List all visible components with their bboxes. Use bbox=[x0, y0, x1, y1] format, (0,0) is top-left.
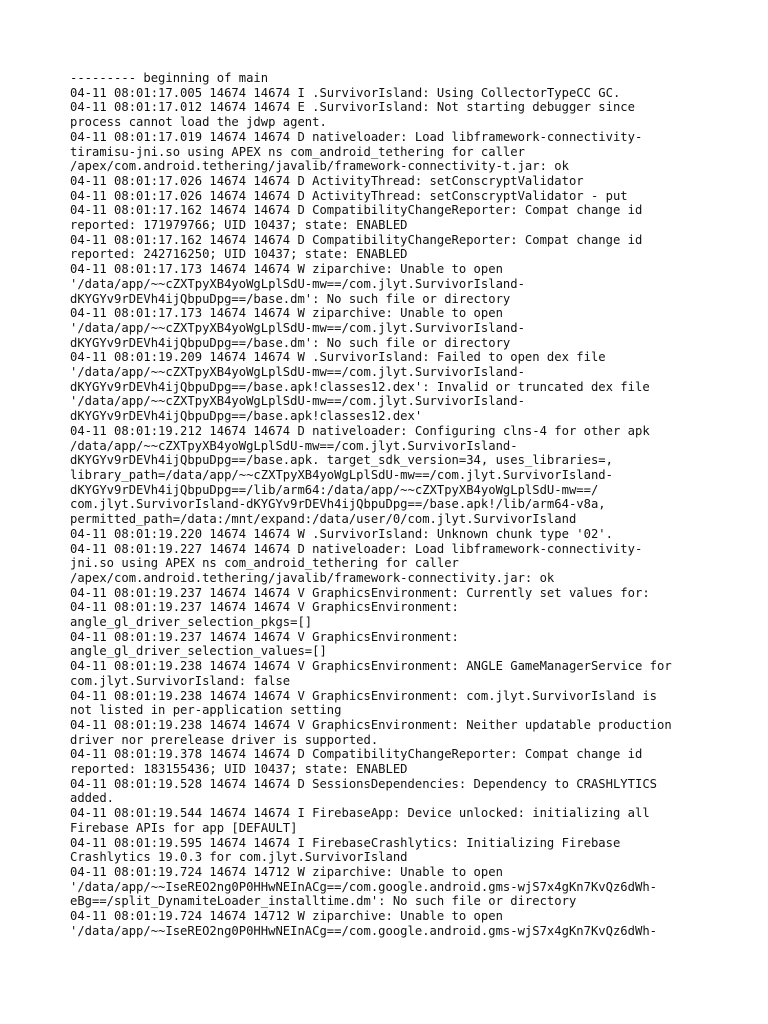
log-line: com.jlyt.SurvivorIsland: false bbox=[70, 673, 291, 688]
log-line: dKYGYv9rDEVh4ijQbpuDpg==/base.apk!classes12.dex': Invalid or truncated dex file bbox=[70, 379, 650, 394]
log-line: 04-11 08:01:19.238 14674 14674 V GraphicsEnvironment: com.jlyt.SurvivorIsland is bbox=[70, 688, 657, 703]
log-line: 04-11 08:01:19.227 14674 14674 D nativeloader: Load libframework-connectivity- bbox=[70, 541, 643, 556]
log-line: dKYGYv9rDEVh4ijQbpuDpg==/lib/arm64:/data/app/~~cZXTpyXB4yoWgLplSdU-mw==/ bbox=[70, 482, 599, 497]
log-line: 04-11 08:01:19.378 14674 14674 D CompatibilityChangeReporter: Compat change id bbox=[70, 747, 643, 762]
log-line: dKYGYv9rDEVh4ijQbpuDpg==/base.apk!classes12.dex' bbox=[70, 409, 423, 424]
log-line: reported: 171979766; UID 10437; state: ENABLED bbox=[70, 218, 408, 233]
log-line: '/data/app/~~cZXTpyXB4yoWgLplSdU-mw==/com.jlyt.SurvivorIsland- bbox=[70, 320, 525, 335]
log-line: 04-11 08:01:19.209 14674 14674 W .SurvivorIsland: Failed to open dex file bbox=[70, 350, 606, 365]
log-line: '/data/app/~~IseREO2ng0P0HHwNEInACg==/com.google.android.gms-wjS7x4gKn7KvQz6dWh- bbox=[70, 879, 657, 894]
log-line: /apex/com.android.tethering/javalib/framework-connectivity.jar: ok bbox=[70, 570, 555, 585]
log-line: '/data/app/~~cZXTpyXB4yoWgLplSdU-mw==/com.jlyt.SurvivorIsland- bbox=[70, 394, 525, 409]
log-line: angle_gl_driver_selection_values=[] bbox=[70, 644, 327, 659]
log-line: 04-11 08:01:17.173 14674 14674 W ziparchive: Unable to open bbox=[70, 306, 503, 321]
log-line: angle_gl_driver_selection_pkgs=[] bbox=[70, 615, 313, 630]
log-line: 04-11 08:01:19.237 14674 14674 V GraphicsEnvironment: bbox=[70, 629, 459, 644]
log-line: 04-11 08:01:17.162 14674 14674 D CompatibilityChangeReporter: Compat change id bbox=[70, 232, 643, 247]
log-line: com.jlyt.SurvivorIsland-dKYGYv9rDEVh4ijQbpuDpg==/base.apk!/lib/arm64-v8a, bbox=[70, 497, 606, 512]
log-line: 04-11 08:01:17.026 14674 14674 D ActivityThread: setConscryptValidator bbox=[70, 173, 584, 188]
log-line: dKYGYv9rDEVh4ijQbpuDpg==/base.dm': No such file or directory bbox=[70, 335, 511, 350]
log-line: tiramisu-jni.so using APEX ns com_android_tethering for caller bbox=[70, 144, 525, 159]
log-line: /apex/com.android.tethering/javalib/framework-connectivity-t.jar: ok bbox=[70, 159, 569, 174]
log-line: /data/app/~~cZXTpyXB4yoWgLplSdU-mw==/com.jlyt.SurvivorIsland- bbox=[70, 438, 518, 453]
log-line: 04-11 08:01:17.005 14674 14674 I .SurvivorIsland: Using CollectorTypeCC GC. bbox=[70, 85, 621, 100]
log-line: 04-11 08:01:17.026 14674 14674 D ActivityThread: setConscryptValidator - put bbox=[70, 188, 628, 203]
log-line: 04-11 08:01:17.162 14674 14674 D CompatibilityChangeReporter: Compat change id bbox=[70, 203, 643, 218]
log-line: library_path=/data/app/~~cZXTpyXB4yoWgLplSdU-mw==/com.jlyt.SurvivorIsland- bbox=[70, 467, 613, 482]
log-line: reported: 183155436; UID 10437; state: ENABLED bbox=[70, 762, 408, 777]
log-document bbox=[70, 71, 710, 938]
log-line: permitted_path=/data:/mnt/expand:/data/user/0/com.jlyt.SurvivorIsland bbox=[70, 512, 577, 527]
log-line: Crashlytics 19.0.3 for com.jlyt.SurvivorIsland bbox=[70, 850, 408, 865]
log-line: 04-11 08:01:19.724 14674 14712 W ziparchive: Unable to open bbox=[70, 909, 503, 924]
log-line: reported: 242716250; UID 10437; state: ENABLED bbox=[70, 247, 408, 262]
log-line: --------- beginning of main bbox=[70, 71, 269, 85]
log-line: process cannot load the jdwp agent. bbox=[70, 115, 327, 130]
log-line: driver nor prerelease driver is supported. bbox=[70, 732, 379, 747]
log-line: dKYGYv9rDEVh4ijQbpuDpg==/base.dm': No such file or directory bbox=[70, 291, 511, 306]
log-line: 04-11 08:01:19.724 14674 14712 W ziparchive: Unable to open bbox=[70, 864, 503, 879]
log-line: '/data/app/~~cZXTpyXB4yoWgLplSdU-mw==/com.jlyt.SurvivorIsland- bbox=[70, 276, 525, 291]
log-line: 04-11 08:01:19.238 14674 14674 V GraphicsEnvironment: ANGLE GameManagerService for bbox=[70, 659, 672, 674]
log-line: added. bbox=[70, 791, 115, 806]
log-line: not listed in per-application setting bbox=[70, 703, 342, 718]
log-line: 04-11 08:01:19.237 14674 14674 V GraphicsEnvironment: Currently set values for: bbox=[70, 585, 650, 600]
log-line: '/data/app/~~cZXTpyXB4yoWgLplSdU-mw==/com.jlyt.SurvivorIsland- bbox=[70, 365, 525, 380]
log-line: Firebase APIs for app [DEFAULT] bbox=[70, 820, 298, 835]
log-line: 04-11 08:01:19.238 14674 14674 V GraphicsEnvironment: Neither updatable production bbox=[70, 717, 672, 732]
log-line: 04-11 08:01:17.012 14674 14674 E .SurvivorIsland: Not starting debugger since bbox=[70, 100, 635, 115]
log-line: 04-11 08:01:17.173 14674 14674 W ziparchive: Unable to open bbox=[70, 262, 503, 277]
log-line: '/data/app/~~IseREO2ng0P0HHwNEInACg==/com.google.android.gms-wjS7x4gKn7KvQz6dWh- bbox=[70, 923, 657, 938]
log-line: 04-11 08:01:19.237 14674 14674 V GraphicsEnvironment: bbox=[70, 600, 459, 615]
log-line: eBg==/split_DynamiteLoader_installtime.dm': No such file or directory bbox=[70, 894, 577, 909]
log-line: 04-11 08:01:19.212 14674 14674 D nativeloader: Configuring clns-4 for other apk bbox=[70, 423, 650, 438]
log-line: 04-11 08:01:19.595 14674 14674 I FirebaseCrashlytics: Initializing Firebase bbox=[70, 835, 621, 850]
log-line: 04-11 08:01:19.220 14674 14674 W .SurvivorIsland: Unknown chunk type '02'. bbox=[70, 526, 613, 541]
log-line: 04-11 08:01:17.019 14674 14674 D nativeloader: Load libframework-connectivity- bbox=[70, 129, 643, 144]
log-line: dKYGYv9rDEVh4ijQbpuDpg==/base.apk. target_sdk_version=34, uses_libraries=, bbox=[70, 453, 613, 468]
log-line: jni.so using APEX ns com_android_tethering for caller bbox=[70, 556, 459, 571]
log-line: 04-11 08:01:19.544 14674 14674 I FirebaseApp: Device unlocked: initializing all bbox=[70, 806, 650, 821]
log-line: 04-11 08:01:19.528 14674 14674 D SessionsDependencies: Dependency to CRASHLYTICS bbox=[70, 776, 657, 791]
